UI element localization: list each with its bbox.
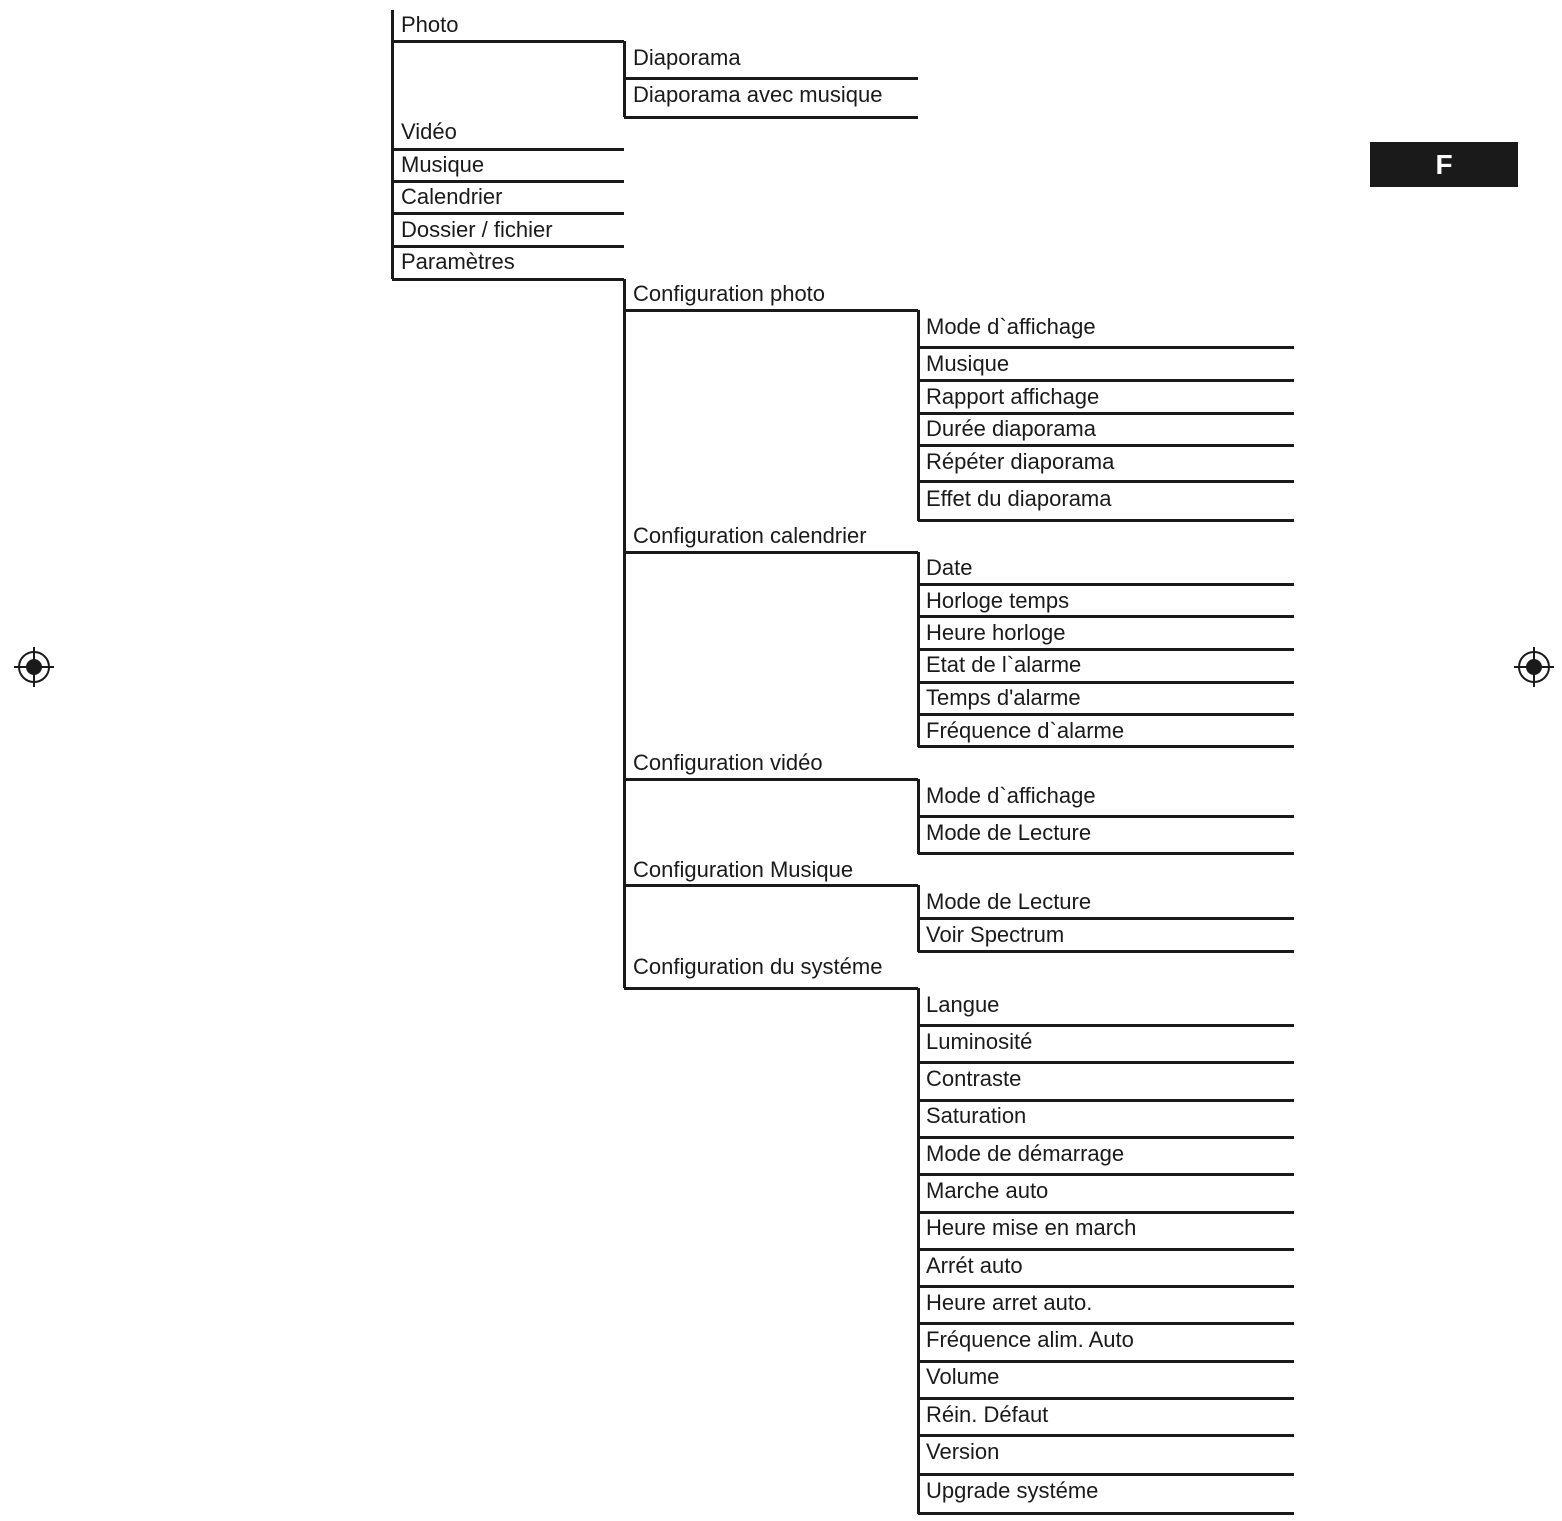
option-item-volume: Volume: [926, 1364, 1000, 1389]
submenu-item-configuration-du-systeme: Configuration du systéme: [633, 954, 883, 979]
connector-line: [918, 346, 1294, 349]
option-item-version: Version: [926, 1439, 1000, 1464]
connector-line: [918, 1285, 1294, 1288]
submenu-item-configuration-calendrier: Configuration calendrier: [633, 523, 867, 548]
option-item-saturation: Saturation: [926, 1103, 1027, 1128]
connector-line: [918, 1024, 1294, 1027]
option-item-frequence-alim-auto: Fréquence alim. Auto: [926, 1327, 1134, 1352]
option-item-upgrade-systeme: Upgrade systéme: [926, 1478, 1099, 1503]
option-item-mode-de-lecture: Mode de Lecture: [926, 889, 1092, 914]
connector-line: [918, 615, 1294, 618]
menu-item-photo: Photo: [401, 12, 459, 37]
connector-line: [918, 681, 1294, 684]
connector-line: [918, 1248, 1294, 1251]
connector-line: [392, 180, 624, 183]
connector-line: [918, 379, 1294, 382]
registration-mark-icon: [14, 647, 54, 687]
connector-line: [624, 309, 918, 312]
connector-line: [392, 148, 624, 151]
option-item-contraste: Contraste: [926, 1066, 1022, 1091]
connector-line: [918, 1473, 1294, 1476]
connector-line: [918, 444, 1294, 447]
connector-line: [918, 583, 1294, 586]
menu-item-dossier-fichier: Dossier / fichier: [401, 217, 553, 242]
submenu-item-configuration-musique: Configuration Musique: [633, 857, 854, 882]
option-item-horloge-temps: Horloge temps: [926, 588, 1070, 613]
submenu-item-diaporama: Diaporama: [633, 45, 741, 70]
option-item-heure-arret-auto: Heure arret auto.: [926, 1290, 1093, 1315]
option-item-heure-mise-en-march: Heure mise en march: [926, 1215, 1137, 1240]
connector-line: [918, 1211, 1294, 1214]
option-item-mode-de-demarrage: Mode de démarrage: [926, 1141, 1125, 1166]
option-item-heure-horloge: Heure horloge: [926, 620, 1066, 645]
connector-line: [623, 279, 626, 988]
connector-line: [392, 40, 624, 43]
option-item-mode-de-lecture: Mode de Lecture: [926, 820, 1092, 845]
connector-line: [918, 480, 1294, 483]
connector-line: [918, 1434, 1294, 1437]
connector-line: [624, 77, 918, 80]
option-item-rapport-affichage: Rapport affichage: [926, 384, 1100, 409]
connector-line: [918, 1099, 1294, 1102]
connector-line: [918, 1322, 1294, 1325]
connector-line: [624, 551, 918, 554]
connector-line: [918, 1173, 1294, 1176]
registration-mark-icon: [1514, 647, 1554, 687]
connector-line: [624, 987, 918, 990]
connector-line: [918, 745, 1294, 748]
option-item-duree-diaporama: Durée diaporama: [926, 416, 1096, 441]
menu-item-parametres: Paramètres: [401, 249, 515, 274]
connector-line: [392, 245, 624, 248]
connector-line: [624, 778, 918, 781]
option-item-musique: Musique: [926, 351, 1010, 376]
connector-line: [918, 917, 1294, 920]
connector-line: [624, 884, 918, 887]
connector-line: [918, 1061, 1294, 1064]
menu-item-calendrier: Calendrier: [401, 184, 503, 209]
connector-line: [918, 1360, 1294, 1363]
connector-line: [918, 852, 1294, 855]
option-item-arret-auto: Arrét auto: [926, 1253, 1023, 1278]
connector-line: [918, 412, 1294, 415]
connector-line: [918, 713, 1294, 716]
connector-line: [918, 950, 1294, 953]
option-item-mode-d-affichage: Mode d`affichage: [926, 783, 1096, 808]
option-item-temps-d-alarme: Temps d'alarme: [926, 685, 1081, 710]
connector-line: [392, 278, 624, 281]
option-item-voir-spectrum: Voir Spectrum: [926, 922, 1065, 947]
option-item-date: Date: [926, 555, 973, 580]
language-tab-f: F: [1370, 142, 1518, 187]
connector-line: [918, 1397, 1294, 1400]
connector-line: [918, 648, 1294, 651]
option-item-mode-d-affichage: Mode d`affichage: [926, 314, 1096, 339]
option-item-marche-auto: Marche auto: [926, 1178, 1049, 1203]
connector-line: [917, 310, 920, 521]
connector-line: [624, 116, 918, 119]
option-item-luminosite: Luminosité: [926, 1029, 1033, 1054]
connector-line: [392, 212, 624, 215]
submenu-item-diaporama-avec-musique: Diaporama avec musique: [633, 82, 883, 107]
connector-line: [391, 10, 394, 279]
connector-line: [918, 1136, 1294, 1139]
submenu-item-configuration-video: Configuration vidéo: [633, 750, 823, 775]
submenu-item-configuration-photo: Configuration photo: [633, 281, 826, 306]
connector-line: [918, 1512, 1294, 1515]
option-item-langue: Langue: [926, 992, 1000, 1017]
option-item-effet-du-diaporama: Effet du diaporama: [926, 486, 1112, 511]
menu-item-video: Vidéo: [401, 119, 457, 144]
connector-line: [918, 519, 1294, 522]
option-item-etat-de-l-alarme: Etat de l`alarme: [926, 652, 1082, 677]
menu-item-musique: Musique: [401, 152, 485, 177]
option-item-rein-defaut: Réin. Défaut: [926, 1402, 1049, 1427]
option-item-repeter-diaporama: Répéter diaporama: [926, 449, 1115, 474]
connector-line: [918, 815, 1294, 818]
option-item-frequence-d-alarme: Fréquence d`alarme: [926, 718, 1125, 743]
